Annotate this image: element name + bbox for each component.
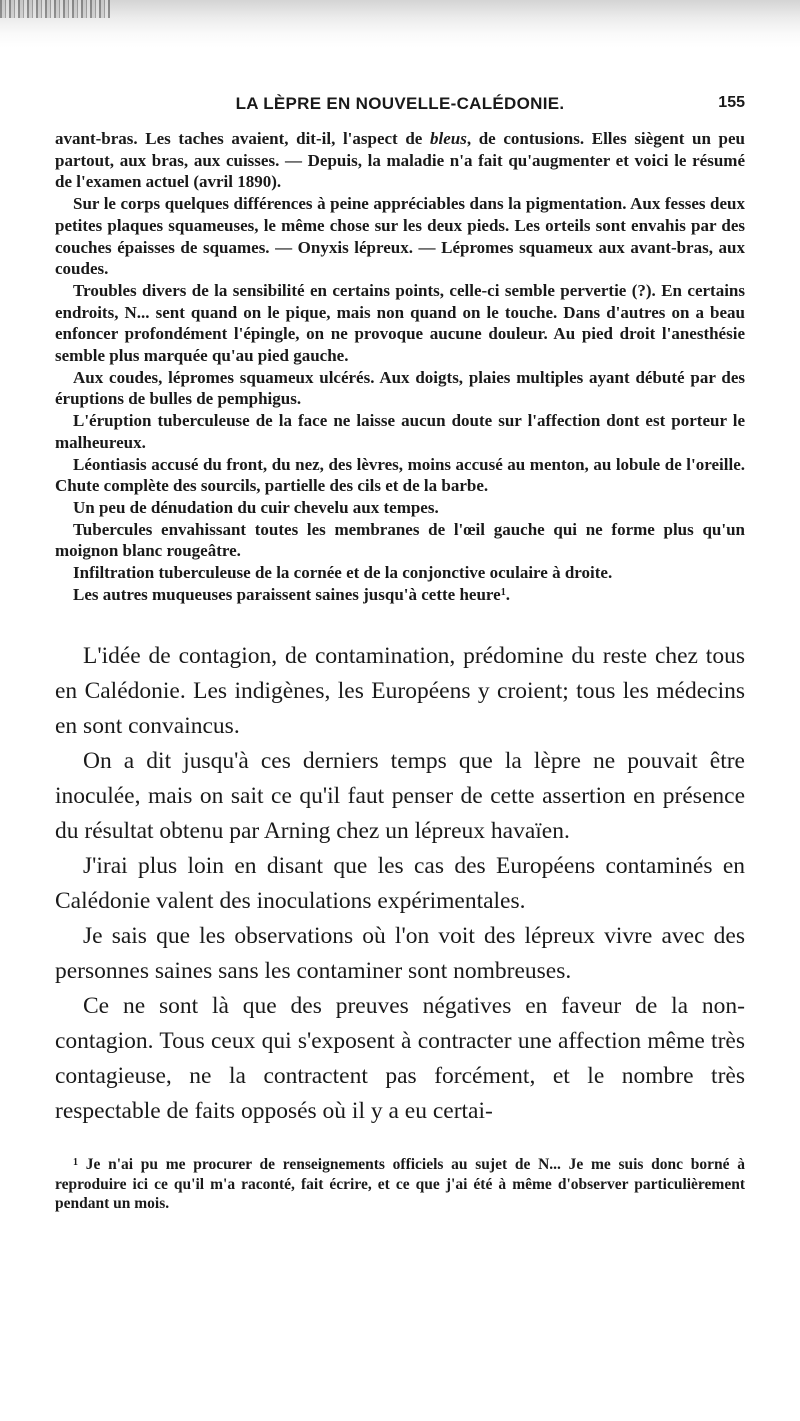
note-paragraph: Tubercules envahissant toutes les membranes de l'œil gauche qui ne forme plus qu'un moignon blanc rougeâtre. — [55, 519, 745, 561]
note-text: Les autres muqueuses paraissent saines jusqu'à cette heure — [73, 584, 501, 604]
page-number: 155 — [718, 94, 745, 111]
footnote-text: Je n'ai pu me procurer de renseignements officiels au sujet de N... Je me suis donc borné à reproduire ici ce qu'il m'a raconté, fait écrire, et ce que j'ai été à même d'observer particulièrement pendant un mois. — [55, 1156, 746, 1213]
note-paragraph: Un peu de dénudation du cuir chevelu aux tempes. — [73, 497, 439, 517]
running-title: LA LÈPRE EN NOUVELLE-CALÉDONIE. — [235, 94, 565, 113]
note-paragraph: L'éruption tuberculeuse de la face ne laisse aucun doute sur l'affection dont est porteur le malheureux. — [55, 411, 745, 452]
body-paragraph: On a dit jusqu'à ces derniers temps que la lèpre ne pouvait être inoculée, mais on sait ce qu'il faut penser de cette assertion en présence du résultat obtenu par Arning chez un lépreux havaïen. — [55, 748, 745, 845]
case-notes — [55, 128, 745, 605]
footnote-marker: 1 — [73, 1157, 78, 1169]
note-paragraph: avant-bras. Les taches avaient, dit-il, l'aspect de bleus, de contusions. Elles siègent un peu partout, aux bras, aux cuisses. — Depuis, la maladie n'a fait qu'augmenter et voici le résumé de l'examen actuel (avril 1890). — [55, 129, 745, 192]
note-paragraph: Troubles divers de la sensibilité en certains points, celle-ci semble pervertie (?). En certains endroits, N... sent quand on le pique, mais non quand on le touche. Dans d'autres on a beau enfoncer profondément l'épingle, on ne provoque aucune douleur. Au pied droit l'anesthésie semble plus marquée qu'au pied gauche. — [55, 280, 745, 366]
note-paragraph-last: Les autres muqueuses paraissent saines jusqu'à cette heure$^1$. — [73, 584, 510, 604]
footnote-spacer — [55, 1129, 745, 1155]
body-paragraph: J'irai plus loin en disant que les cas des Européens contaminés en Calédonie valent des inoculations expérimentales. — [55, 853, 745, 915]
note-paragraph: Sur le corps quelques différences à peine appréciables dans la pigmentation. Aux fesses deux petites plaques squameuses, le même chose sur les deux pieds. Les orteils sont envahis par des couches épaisses de squames. — Onyxis lépreux. — Lépromes squameux aux avant-bras, aux coudes. — [55, 194, 745, 279]
body-text — [55, 639, 745, 1129]
scan-edge-marks — [0, 0, 110, 18]
note-paragraph: Léontiasis accusé du front, du nez, des lèvres, moins accusé au menton, au lobule de l'oreille. Chute complète des sourcils, partielle des cils et de la barbe. — [55, 454, 745, 496]
note-paragraph: Infiltration tuberculeuse de la cornée et de la conjonctive oculaire à droite. — [73, 563, 613, 583]
scan-shadow — [0, 0, 800, 48]
body-paragraph: L'idée de contagion, de contamination, prédomine du reste chez tous en Calédonie. Les indigènes, les Européens y croient; tous les médecins en sont convaincus. — [55, 643, 745, 740]
footnote-ref: 1 — [500, 586, 506, 598]
note-paragraph: Aux coudes, lépromes squameux ulcérés. Aux doigts, plaies multiples ayant débuté par des éruptions de bulles de pemphigus. — [55, 367, 745, 409]
footnote — [55, 1155, 745, 1214]
running-head — [55, 88, 745, 128]
footnote-paragraph — [55, 1155, 745, 1214]
body-paragraph: Ce ne sont là que des preuves négatives en faveur de la non-contagion. Tous ceux qui s'exposent à contracter une affection même très contagieuse, ne la contractent pas forcément, et le nombre très respectable de faits opposés où il y a eu certai- — [55, 993, 745, 1125]
body-paragraph: Je sais que les observations où l'on voit des lépreux vivre avec des personnes saines sans les contaminer sont nombreuses. — [55, 923, 745, 985]
book-page — [55, 88, 745, 1214]
